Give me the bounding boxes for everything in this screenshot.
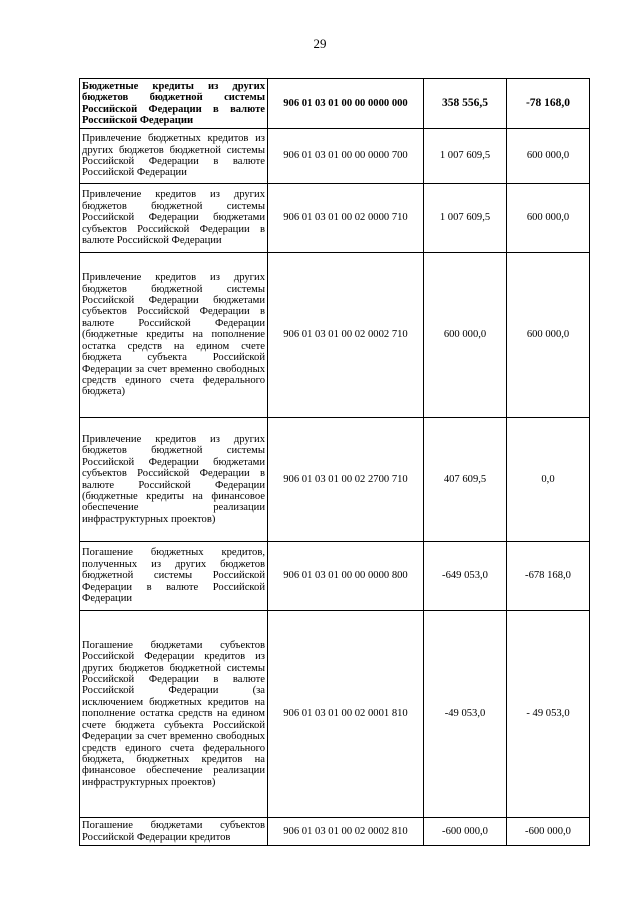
table-row	[80, 818, 590, 846]
budget-classification-code: 906 01 03 01 00 02 0002 810	[268, 818, 424, 846]
row-description: Привлечение кредитов из других бюджетов бюджетной системы Российской Федерации бюджетами субъектов Российской Федерации в валюте Российской Федерации	[80, 184, 268, 253]
amount-column-2: - 49 053,0	[507, 611, 590, 818]
budget-classification-code: 906 01 03 01 00 02 0002 710	[268, 253, 424, 418]
budget-classification-code: 906 01 03 01 00 00 0000 800	[268, 542, 424, 611]
page-number: 29	[313, 36, 327, 51]
table-row	[80, 611, 590, 818]
amount-column-1: 1 007 609,5	[424, 184, 507, 253]
row-description: Погашение бюджетных кредитов, полученных из других бюджетов бюджетной системы Российской Федерации в валюте Российской Федерации	[80, 542, 268, 611]
budget-classification-code: 906 01 03 01 00 02 2700 710	[268, 418, 424, 542]
amount-column-1: 407 609,5	[424, 418, 507, 542]
budget-classification-code: 906 01 03 01 00 00 0000 000	[268, 79, 424, 129]
row-description: Привлечение бюджетных кредитов из других бюджетов бюджетной системы Российской Федерации в валюте Российской Федерации	[80, 129, 268, 184]
row-description: Привлечение кредитов из других бюджетов бюджетной системы Российской Федерации бюджетами субъектов Российской Федерации в валюте Российской Федерации (бюджетные кредиты на финансовое обеспечение реализации инфраструктурных проектов)	[80, 418, 268, 542]
table-row	[80, 542, 590, 611]
amount-column-1: -600 000,0	[424, 818, 507, 846]
budget-classification-code: 906 01 03 01 00 02 0001 810	[268, 611, 424, 818]
amount-column-2: 600 000,0	[507, 253, 590, 418]
amount-column-1: 1 007 609,5	[424, 129, 507, 184]
table-row	[80, 184, 590, 253]
amount-column-2: 0,0	[507, 418, 590, 542]
table-row	[80, 418, 590, 542]
amount-column-1: 358 556,5	[424, 79, 507, 129]
row-description: Бюджетные кредиты из других бюджетов бюджетной системы Российской Федерации в валюте Российской Федерации	[80, 79, 268, 129]
amount-column-1: -649 053,0	[424, 542, 507, 611]
table-row	[80, 129, 590, 184]
budget-sources-table	[79, 78, 590, 846]
amount-column-1: 600 000,0	[424, 253, 507, 418]
amount-column-2: 600 000,0	[507, 184, 590, 253]
amount-column-2: -678 168,0	[507, 542, 590, 611]
budget-classification-code: 906 01 03 01 00 02 0000 710	[268, 184, 424, 253]
amount-column-2: -78 168,0	[507, 79, 590, 129]
row-description: Погашение бюджетами субъектов Российской Федерации кредитов из других бюджетов бюджетной системы Российской Федерации в валюте Российской Федерации (за исключением бюджетных кредитов на пополнение остатка средств на едином счете бюджета субъекта Российской Федерации за счет временно свободных средств единого счета федерального бюджета, бюджетных кредитов на финансовое обеспечение реализации инфраструктурных проектов)	[80, 611, 268, 818]
table-row	[80, 253, 590, 418]
amount-column-2: -600 000,0	[507, 818, 590, 846]
row-description: Погашение бюджетами субъектов Российской Федерации кредитов	[80, 818, 268, 846]
budget-classification-code: 906 01 03 01 00 00 0000 700	[268, 129, 424, 184]
row-description: Привлечение кредитов из других бюджетов бюджетной системы Российской Федерации бюджетами субъектов Российской Федерации в валюте Российской Федерации (бюджетные кредиты на пополнение остатка средств на едином счете бюджета субъекта Российской Федерации за счет временно свободных средств единого счета федерального бюджета)	[80, 253, 268, 418]
amount-column-1: -49 053,0	[424, 611, 507, 818]
table-row	[80, 79, 590, 129]
amount-column-2: 600 000,0	[507, 129, 590, 184]
